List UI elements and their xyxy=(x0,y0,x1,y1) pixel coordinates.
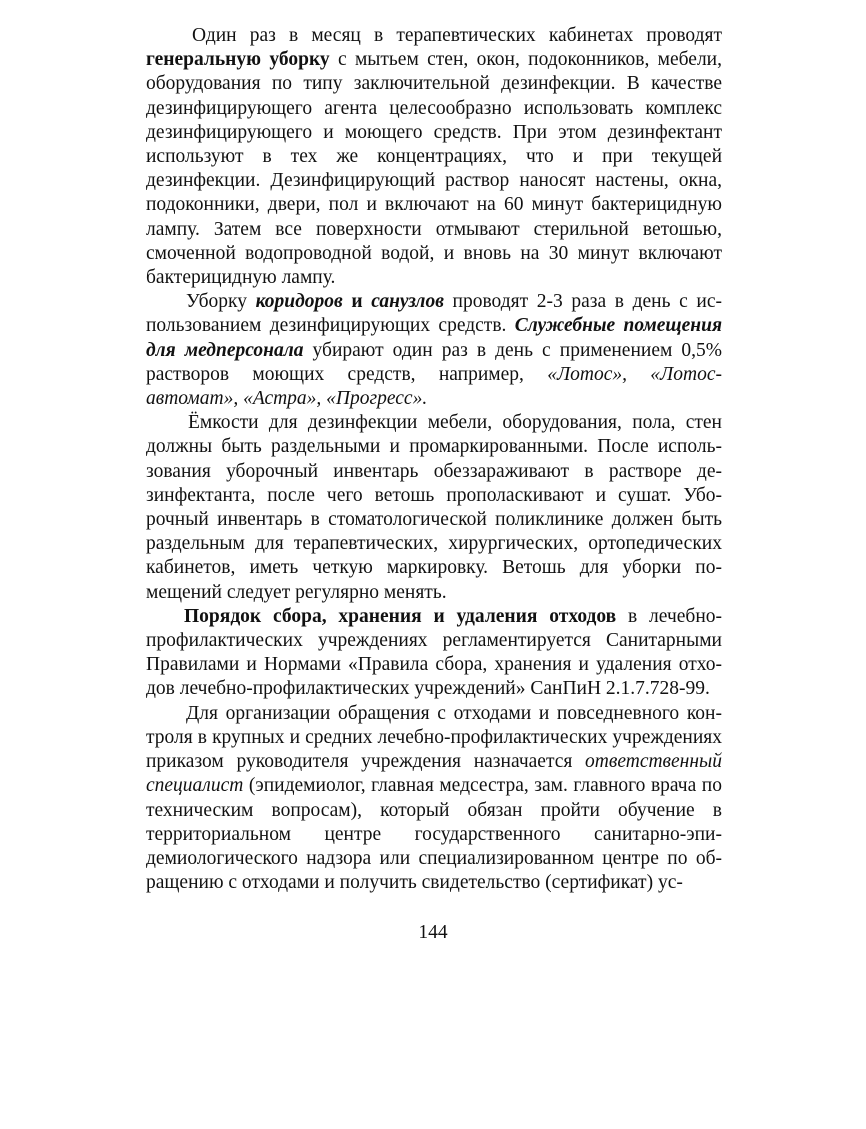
text-segment: Для организации обращения с отходами и повседневного контроля в крупных и средних лечебно-профилактических учреждениях приказом руководителя учреждения назначается xyxy=(146,702,722,773)
paragraph-responsible-specialist xyxy=(146,702,722,896)
text-segment: убирают один раз в день с применением 0,5% растворов моющих средств, например, xyxy=(146,339,722,385)
text-segment: и xyxy=(342,291,372,313)
text-segment: Ёмкости для дезинфекции мебели, оборудования, пола, стен должны быть раздельными и промаркированными. После использования уборочный инвентарь обеззараживают в растворе дезинфектанта, после чего ветошь прополаскивают и сушат. Уборочный инвентарь в стоматологической поликлинике должен быть раздельным для терапевтических, хирургических, ортопедических кабинетов, иметь четкую маркировку. Ветошь для уборки помещений следует регулярно менять. xyxy=(146,412,722,603)
text-segment: Один раз в месяц в терапевтических кабинетах проводят xyxy=(192,25,722,46)
text-segment: с мытьем стен, окон, подоконников, мебели, оборудования по типу заключительной дезинфекции. В качестве дезинфицирующего агента целесообразно использовать комплекс дезинфицирующего и моющего средств. При этом дезинфектант используют в тех же концентрациях, что и при текущей дезинфекции. Дезинфицирующий раствор наносят настены, окна, подоконники, двери, пол и включают на 60 минут бактерицидную лампу. Затем все поверхности отмывают стерильной ветошью, смоченной водопроводной водой, и вновь на 30 минут включают бактерицидную лампу. xyxy=(146,49,722,289)
page-number: 144 xyxy=(418,922,448,943)
text-segment: Служебные помещения для медперсонала xyxy=(146,315,723,361)
page-body xyxy=(146,24,722,895)
paragraph-waste-order xyxy=(146,605,722,702)
paragraph-containers xyxy=(146,411,722,605)
text-segment: коридоров xyxy=(255,291,343,313)
text-segment: генеральную уборку xyxy=(146,49,330,71)
text-segment: Уборку xyxy=(186,291,256,313)
text-segment: проводят 2-3 раза в день с использованием дезинфицирующих средств. xyxy=(146,291,722,337)
paragraph-general-cleaning xyxy=(146,24,722,290)
text-segment: ответственный специалист xyxy=(146,751,722,797)
text-segment: (эпидемиолог, главная медсестра, зам. главного врача по техническим вопросам), который обязан пройти обучение в территориальном центре государственного санитарно-эпидемиологического надзора или специализированном центре по обращению с отходами и получить свидетельство (сертификат) ус- xyxy=(146,775,722,894)
text-segment: Порядок сбора, хранения и удаления отходов xyxy=(184,605,617,627)
text-segment: санузлов xyxy=(371,291,444,313)
text-segment: в лечебно-профилактических учреждениях регламентируется Санитарными Правилами и Нормами «Правила сбора, хранения и удаления отходов лечебно-профилактических учреждений» СанПиН 2.1.7.728-99. xyxy=(146,605,723,700)
paragraph-corridors-cleaning xyxy=(146,290,722,411)
text-segment: «Лотос», «Лотос-автомат», «Астра», «Прогресс». xyxy=(146,363,722,410)
